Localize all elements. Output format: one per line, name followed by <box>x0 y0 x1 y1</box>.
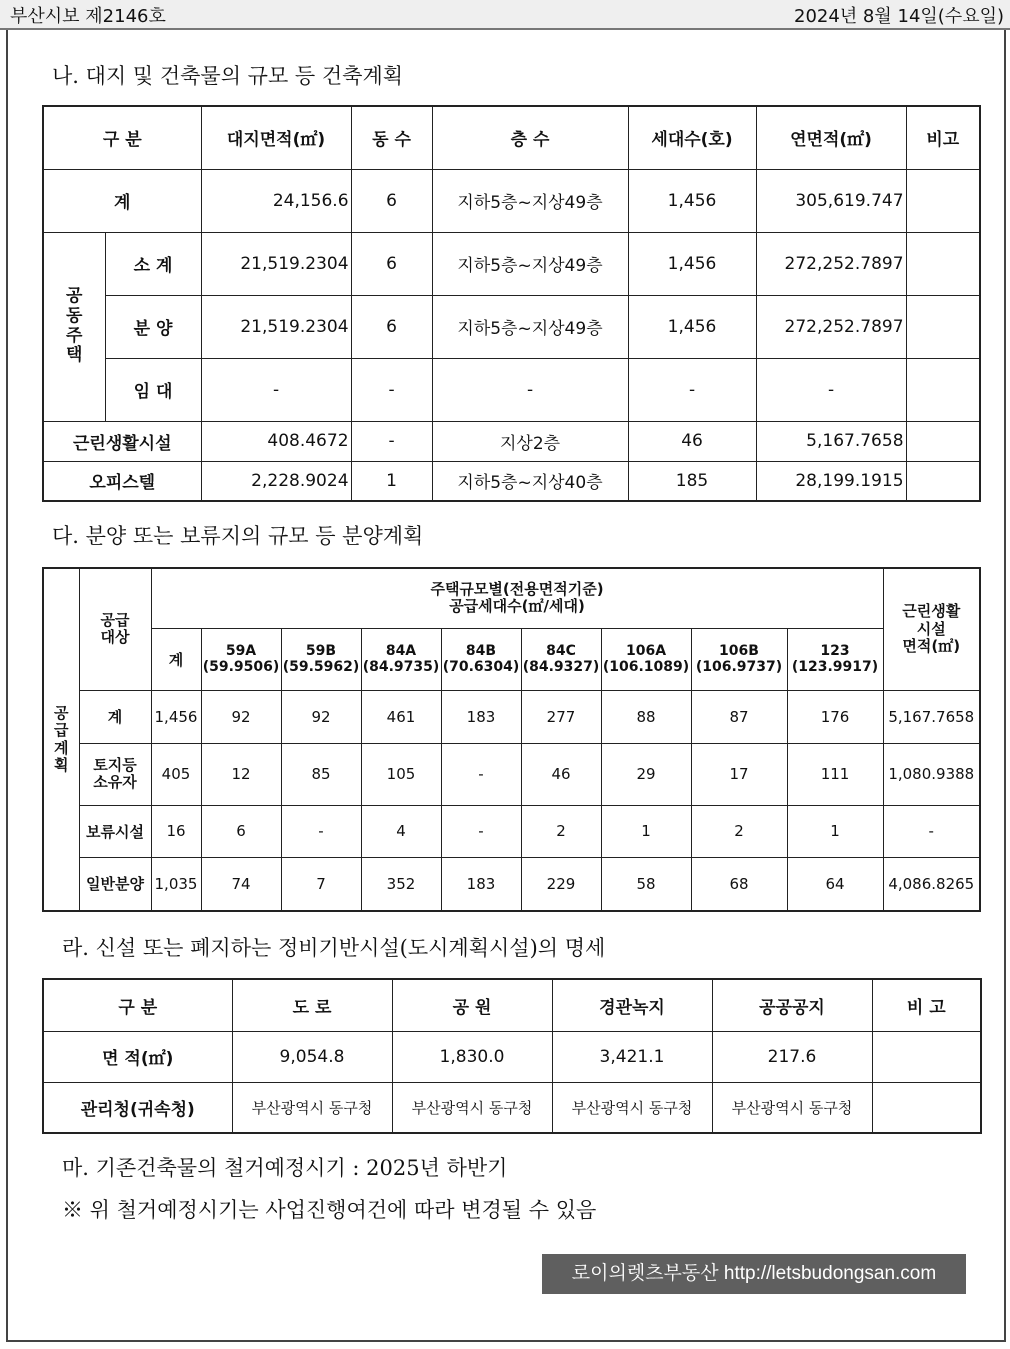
table-cell: 4,086.8265 <box>883 857 980 911</box>
table-cell: 부산광역시 동구청 <box>712 1082 872 1133</box>
table-cell: 24,156.6 <box>201 169 351 232</box>
row-label: 보류시설 <box>79 805 151 857</box>
table-header-row <box>43 628 980 690</box>
table-cell <box>906 358 980 421</box>
unit-type-header: 84A (84.9735) <box>361 628 441 690</box>
table-cell: - <box>351 358 432 421</box>
table-cell: 6 <box>351 232 432 295</box>
table-row <box>43 805 980 857</box>
table-cell: 3,421.1 <box>552 1031 712 1082</box>
table-cell: 105 <box>361 743 441 805</box>
row-label: 오피스텔 <box>43 461 201 501</box>
table-header-row <box>43 106 980 169</box>
table-cell: 58 <box>601 857 691 911</box>
outer-label-supply-plan: 공 급 계 획 <box>43 568 79 911</box>
table-row <box>43 743 980 805</box>
table-cell <box>906 232 980 295</box>
table-cell: 74 <box>201 857 281 911</box>
table-cell: 2 <box>691 805 787 857</box>
table-cell: 5,167.7658 <box>883 690 980 743</box>
table-row <box>43 857 980 911</box>
demolition-schedule: 마. 기존건축물의 철거예정시기 : 2025년 하반기 <box>62 1156 508 1180</box>
unit-type-header: 84B (70.6304) <box>441 628 521 690</box>
table-cell: 1 <box>351 461 432 501</box>
header-cell: 경관녹지 <box>552 979 712 1031</box>
table-cell: 87 <box>691 690 787 743</box>
table-row <box>43 690 980 743</box>
table-cell: - <box>281 805 361 857</box>
table-cell: - <box>628 358 756 421</box>
table-cell: 2 <box>521 805 601 857</box>
table-cell: 28,199.1915 <box>756 461 906 501</box>
table-cell: - <box>756 358 906 421</box>
row-label: 분 양 <box>105 295 201 358</box>
table-cell: - <box>441 805 521 857</box>
header-cell: 구 분 <box>43 106 201 169</box>
unit-type-header: 106A (106.1089) <box>601 628 691 690</box>
table-cell: 부산광역시 동구청 <box>552 1082 712 1133</box>
table-cell: - <box>883 805 980 857</box>
row-label: 임 대 <box>105 358 201 421</box>
table-cell: 29 <box>601 743 691 805</box>
table-cell: - <box>441 743 521 805</box>
demolition-note: ※ 위 철거예정시기는 사업진행여건에 따라 변경될 수 있음 <box>62 1198 597 1222</box>
table-cell: 1,456 <box>628 295 756 358</box>
row-label: 면 적(㎡) <box>43 1031 232 1082</box>
gazette-header <box>0 0 1010 30</box>
header-cell: 공공공지 <box>712 979 872 1031</box>
row-label: 토지등 소유자 <box>79 743 151 805</box>
header-cell: 동 수 <box>351 106 432 169</box>
infrastructure-table <box>42 978 982 1134</box>
table-header-row <box>43 979 981 1031</box>
table-cell: 461 <box>361 690 441 743</box>
table-cell: 183 <box>441 690 521 743</box>
table-cell: 92 <box>201 690 281 743</box>
unit-type-header: 84C (84.9327) <box>521 628 601 690</box>
header-cell: 공 원 <box>392 979 552 1031</box>
table-cell: 46 <box>521 743 601 805</box>
section-ra-title: 라. 신설 또는 폐지하는 정비기반시설(도시계획시설)의 명세 <box>62 936 606 960</box>
table-cell: 21,519.2304 <box>201 295 351 358</box>
table-cell: 지하5층~지상49층 <box>432 169 628 232</box>
header-cell: 비고 <box>906 106 980 169</box>
header-cell: 세대수(호) <box>628 106 756 169</box>
table-cell: 2,228.9024 <box>201 461 351 501</box>
table-cell: 1,456 <box>628 169 756 232</box>
table-cell: 5,167.7658 <box>756 421 906 461</box>
row-label: 일반분양 <box>79 857 151 911</box>
row-label: 소 계 <box>105 232 201 295</box>
table-cell: 1,830.0 <box>392 1031 552 1082</box>
table-cell: 408.4672 <box>201 421 351 461</box>
table-row <box>43 169 980 232</box>
header-cell: 층 수 <box>432 106 628 169</box>
unit-type-header: 59A (59.9506) <box>201 628 281 690</box>
table-cell: 229 <box>521 857 601 911</box>
table-cell: - <box>432 358 628 421</box>
table-cell: 305,619.747 <box>756 169 906 232</box>
header-cell: 구 분 <box>43 979 232 1031</box>
table-cell: 185 <box>628 461 756 501</box>
table-row <box>43 421 980 461</box>
gazette-date: 2024년 8월 14일(수요일) <box>794 6 1004 27</box>
table-cell: 405 <box>151 743 201 805</box>
table-cell: 1 <box>787 805 883 857</box>
unit-type-header: 계 <box>151 628 201 690</box>
table-header-row <box>43 568 980 628</box>
table-cell: 1,456 <box>151 690 201 743</box>
table-cell: 17 <box>691 743 787 805</box>
header-cell: 도 로 <box>232 979 392 1031</box>
table-cell: 지상2층 <box>432 421 628 461</box>
table-cell: 지하5층~지상49층 <box>432 295 628 358</box>
unit-type-header: 106B (106.9737) <box>691 628 787 690</box>
table-cell: 111 <box>787 743 883 805</box>
table-cell: 64 <box>787 857 883 911</box>
table-cell: 183 <box>441 857 521 911</box>
table-cell <box>906 295 980 358</box>
table-cell: 9,054.8 <box>232 1031 392 1082</box>
building-plan-table <box>42 105 981 502</box>
table-cell: 7 <box>281 857 361 911</box>
table-cell: 6 <box>201 805 281 857</box>
table-cell: 217.6 <box>712 1031 872 1082</box>
table-row <box>43 232 980 295</box>
table-cell <box>906 421 980 461</box>
table-cell: 6 <box>351 295 432 358</box>
table-cell: 지하5층~지상40층 <box>432 461 628 501</box>
table-cell: - <box>351 421 432 461</box>
unit-scale-header: 주택규모별(전용면적기준) 공급세대수(㎡/세대) <box>151 568 883 628</box>
table-cell <box>872 1031 981 1082</box>
table-row <box>43 358 980 421</box>
table-cell <box>872 1082 981 1133</box>
table-cell: 85 <box>281 743 361 805</box>
table-cell: 1,080.9388 <box>883 743 980 805</box>
row-label: 근린생활시설 <box>43 421 201 461</box>
table-cell: 부산광역시 동구청 <box>392 1082 552 1133</box>
table-cell: 1,456 <box>628 232 756 295</box>
row-label: 계 <box>43 169 201 232</box>
table-cell: 4 <box>361 805 441 857</box>
table-cell: 6 <box>351 169 432 232</box>
supply-plan-table <box>42 567 981 912</box>
table-cell <box>906 461 980 501</box>
table-cell: - <box>201 358 351 421</box>
table-cell: 부산광역시 동구청 <box>232 1082 392 1133</box>
table-cell: 272,252.7897 <box>756 295 906 358</box>
section-na-title: 나. 대지 및 건축물의 규모 등 건축계획 <box>52 64 404 88</box>
table-cell: 1,035 <box>151 857 201 911</box>
supply-target-header: 공급 대상 <box>79 568 151 690</box>
header-cell: 대지면적(㎡) <box>201 106 351 169</box>
section-da-title: 다. 분양 또는 보류지의 규모 등 분양계획 <box>52 524 424 548</box>
table-cell: 272,252.7897 <box>756 232 906 295</box>
unit-type-header: 123 (123.9917) <box>787 628 883 690</box>
table-cell: 1 <box>601 805 691 857</box>
row-label: 관리청(귀속청) <box>43 1082 232 1133</box>
gazette-issue: 부산시보 제2146호 <box>10 6 166 27</box>
watermark-banner: 로이의렛츠부동산 http://letsbudongsan.com <box>542 1254 966 1294</box>
table-cell: 21,519.2304 <box>201 232 351 295</box>
header-cell: 비 고 <box>872 979 981 1031</box>
table-cell: 352 <box>361 857 441 911</box>
table-cell <box>906 169 980 232</box>
table-cell: 176 <box>787 690 883 743</box>
header-cell: 연면적(㎡) <box>756 106 906 169</box>
unit-type-header: 59B (59.5962) <box>281 628 361 690</box>
table-row <box>43 461 980 501</box>
table-row <box>43 295 980 358</box>
table-cell: 277 <box>521 690 601 743</box>
group-label-housing: 공 동 주 택 <box>43 232 105 421</box>
row-label: 계 <box>79 690 151 743</box>
table-cell: 12 <box>201 743 281 805</box>
table-cell: 지하5층~지상49층 <box>432 232 628 295</box>
table-cell: 92 <box>281 690 361 743</box>
table-cell: 88 <box>601 690 691 743</box>
table-row <box>43 1031 981 1082</box>
facility-area-header: 근린생활 시설 면적(㎡) <box>883 568 980 690</box>
table-row <box>43 1082 981 1133</box>
table-cell: 68 <box>691 857 787 911</box>
table-cell: 16 <box>151 805 201 857</box>
table-cell: 46 <box>628 421 756 461</box>
